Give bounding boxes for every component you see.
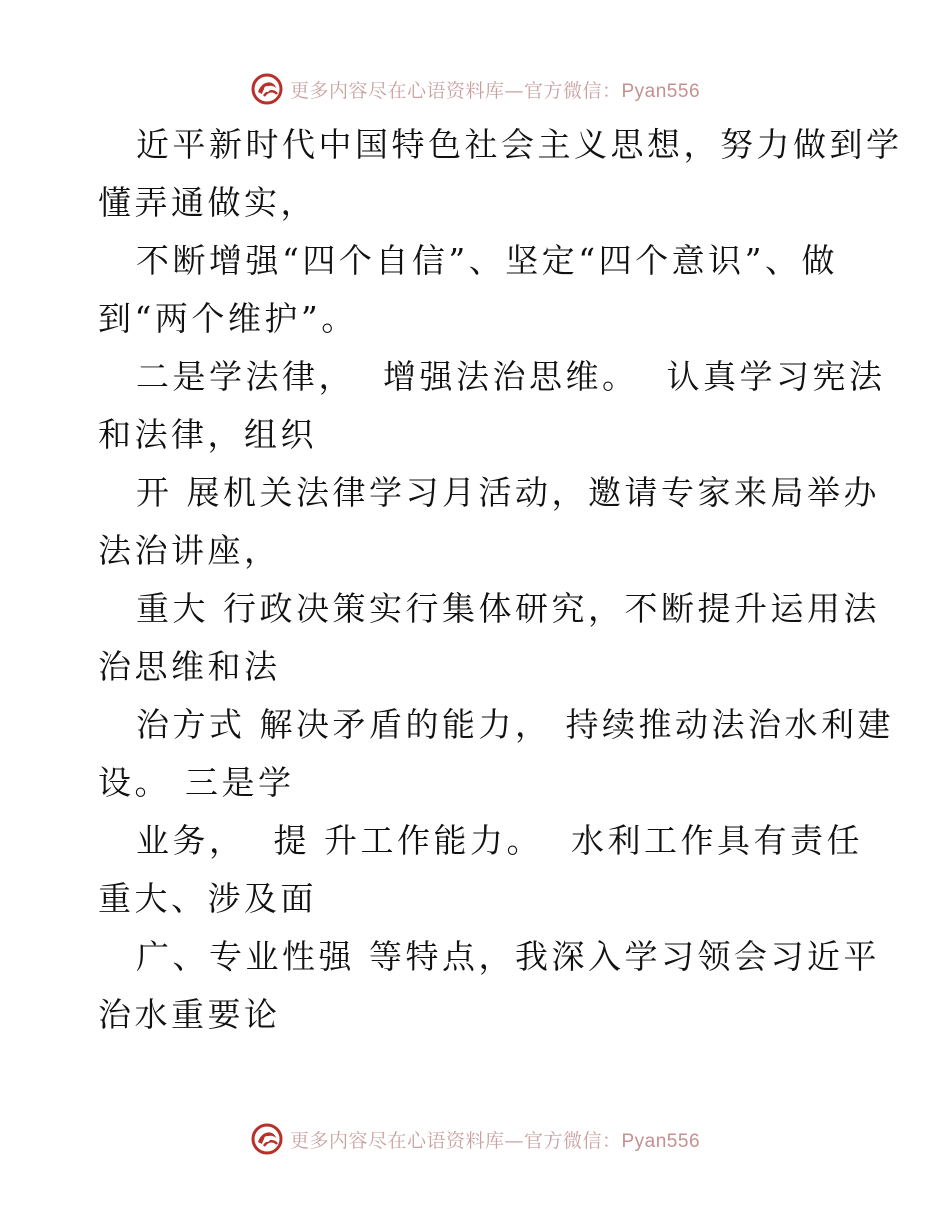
header-dash: — [504, 79, 524, 102]
text-line: 二是学法律， 增强法治思维。 认真学习宪法 [136, 357, 886, 396]
footer-wechat-id: Pyan556 [621, 1130, 701, 1152]
red-swirl-logo-icon [250, 1122, 284, 1156]
header-banner [0, 72, 950, 106]
footer-site-text: 更多内容尽在心语资料库 [289, 1129, 505, 1152]
footer-wechat-label: 官方微信： [523, 1129, 622, 1152]
text-line: 开 展机关法律学习月活动，邀请专家来局举办 [136, 473, 880, 512]
text-line: 近平新时代中国特色社会主义思想，努力做到学 [136, 125, 903, 164]
header-wechat-label: 官方微信： [523, 79, 622, 102]
header-site-text: 更多内容尽在心语资料库 [289, 79, 505, 102]
text-line: 懂弄通做实， [98, 183, 317, 222]
text-line: 设。 三是学 [98, 763, 295, 802]
text-line: 重大、涉及面 [98, 879, 317, 918]
header-wechat-id: Pyan556 [621, 80, 701, 102]
footer-dash: — [504, 1129, 524, 1152]
text-line: 到“两个维护”。 [98, 299, 358, 338]
text-line: 不断增强“四个自信”、坚定“四个意识”、做 [136, 241, 838, 280]
footer-banner [0, 1122, 950, 1156]
header-banner-text [290, 76, 700, 103]
document-body [98, 116, 903, 1044]
text-line: 法治讲座， [98, 531, 281, 570]
text-line: 治方式 解决矛盾的能力， 持续推动法治水利建 [136, 705, 894, 744]
text-line: 治思维和法 [98, 647, 281, 686]
text-line: 业务， 提 升工作能力。 水利工作具有责任 [136, 821, 863, 860]
text-line: 和法律，组织 [98, 415, 317, 454]
red-swirl-logo-icon [250, 72, 284, 106]
footer-banner-text [290, 1126, 700, 1153]
text-line: 治水重要论 [98, 995, 281, 1034]
text-line: 广、专业性强 等特点，我深入学习领会习近平 [136, 937, 880, 976]
text-line: 重大 行政决策实行集体研究，不断提升运用法 [136, 589, 880, 628]
